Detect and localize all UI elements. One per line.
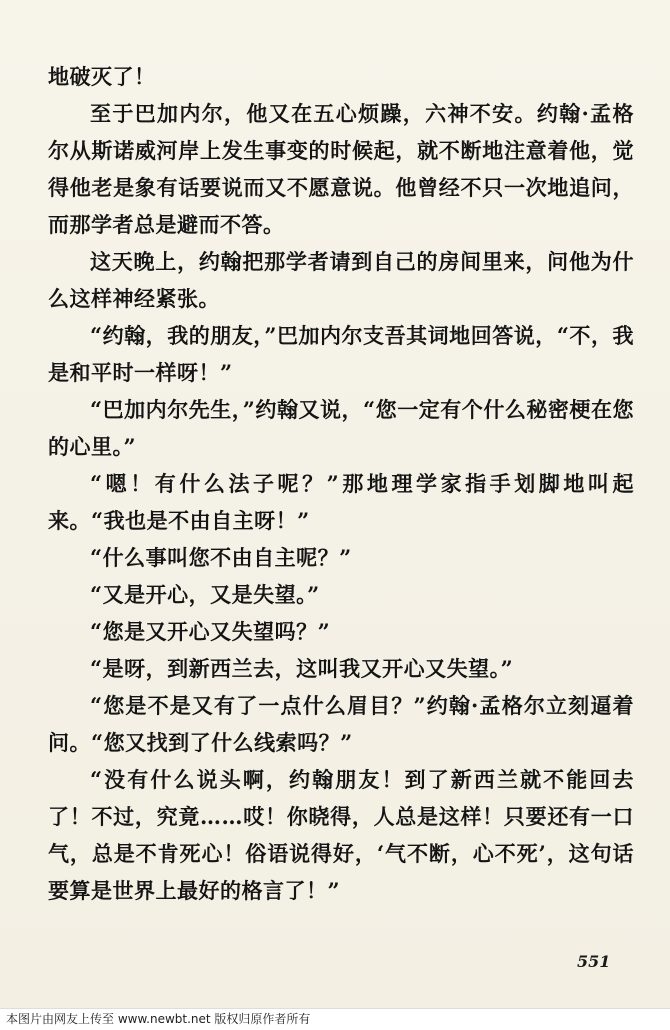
paragraph: 地破灭了！ [48, 64, 156, 89]
paragraph: “什么事叫您不由自主呢？” [90, 545, 352, 570]
paragraph: “巴加内尔先生，”约翰又说，“您一定有个什么秘密梗在您的心里。” [48, 397, 634, 459]
paragraph: “您是又开心又失望吗？” [90, 619, 331, 644]
watermark-footer [0, 1008, 670, 1030]
paragraph: “您是不是又有了一点什么眉目？”约翰·孟格尔立刻逼着问。“您又找到了什么线索吗？” [48, 693, 634, 755]
paragraph: “是呀，到新西兰去，这叫我又开心又失望。” [90, 656, 514, 681]
paragraph: “没有什么说头啊，约翰朋友！到了新西兰就不能回去了！不过，究竟……哎！你晓得，人总是这样！只要还有一口气，总是不肯死心！俗语说得好，‘气不断，心不死’，这句话要算是世界上最好的格言了！” [48, 767, 634, 903]
page-number: 551 [577, 952, 611, 971]
footer-text: 本图片由网友上传至 www.newbt.net 版权归原作者所有 [6, 1012, 311, 1026]
paragraph: 至于巴加内尔，他又在五心烦躁，六神不安。约翰·孟格尔从斯诺威河岸上发生事变的时候起，就不断地注意着他，觉得他老是象有话要说而又不愿意说。他曾经不只一次地追问，而那学者总是避而不答。 [48, 101, 634, 237]
paragraph: “约翰，我的朋友，”巴加内尔支吾其词地回答说，“不，我是和平时一样呀！” [48, 323, 634, 385]
paragraph: “又是开心，又是失望。” [90, 582, 320, 607]
body-text [48, 58, 634, 909]
paragraph: “嗯！有什么法子呢？”那地理学家指手划脚地叫起来。“我也是不由自主呀！” [48, 471, 634, 533]
paragraph: 这天晚上，约翰把那学者请到自己的房间里来，问他为什么这样神经紧张。 [48, 249, 634, 311]
